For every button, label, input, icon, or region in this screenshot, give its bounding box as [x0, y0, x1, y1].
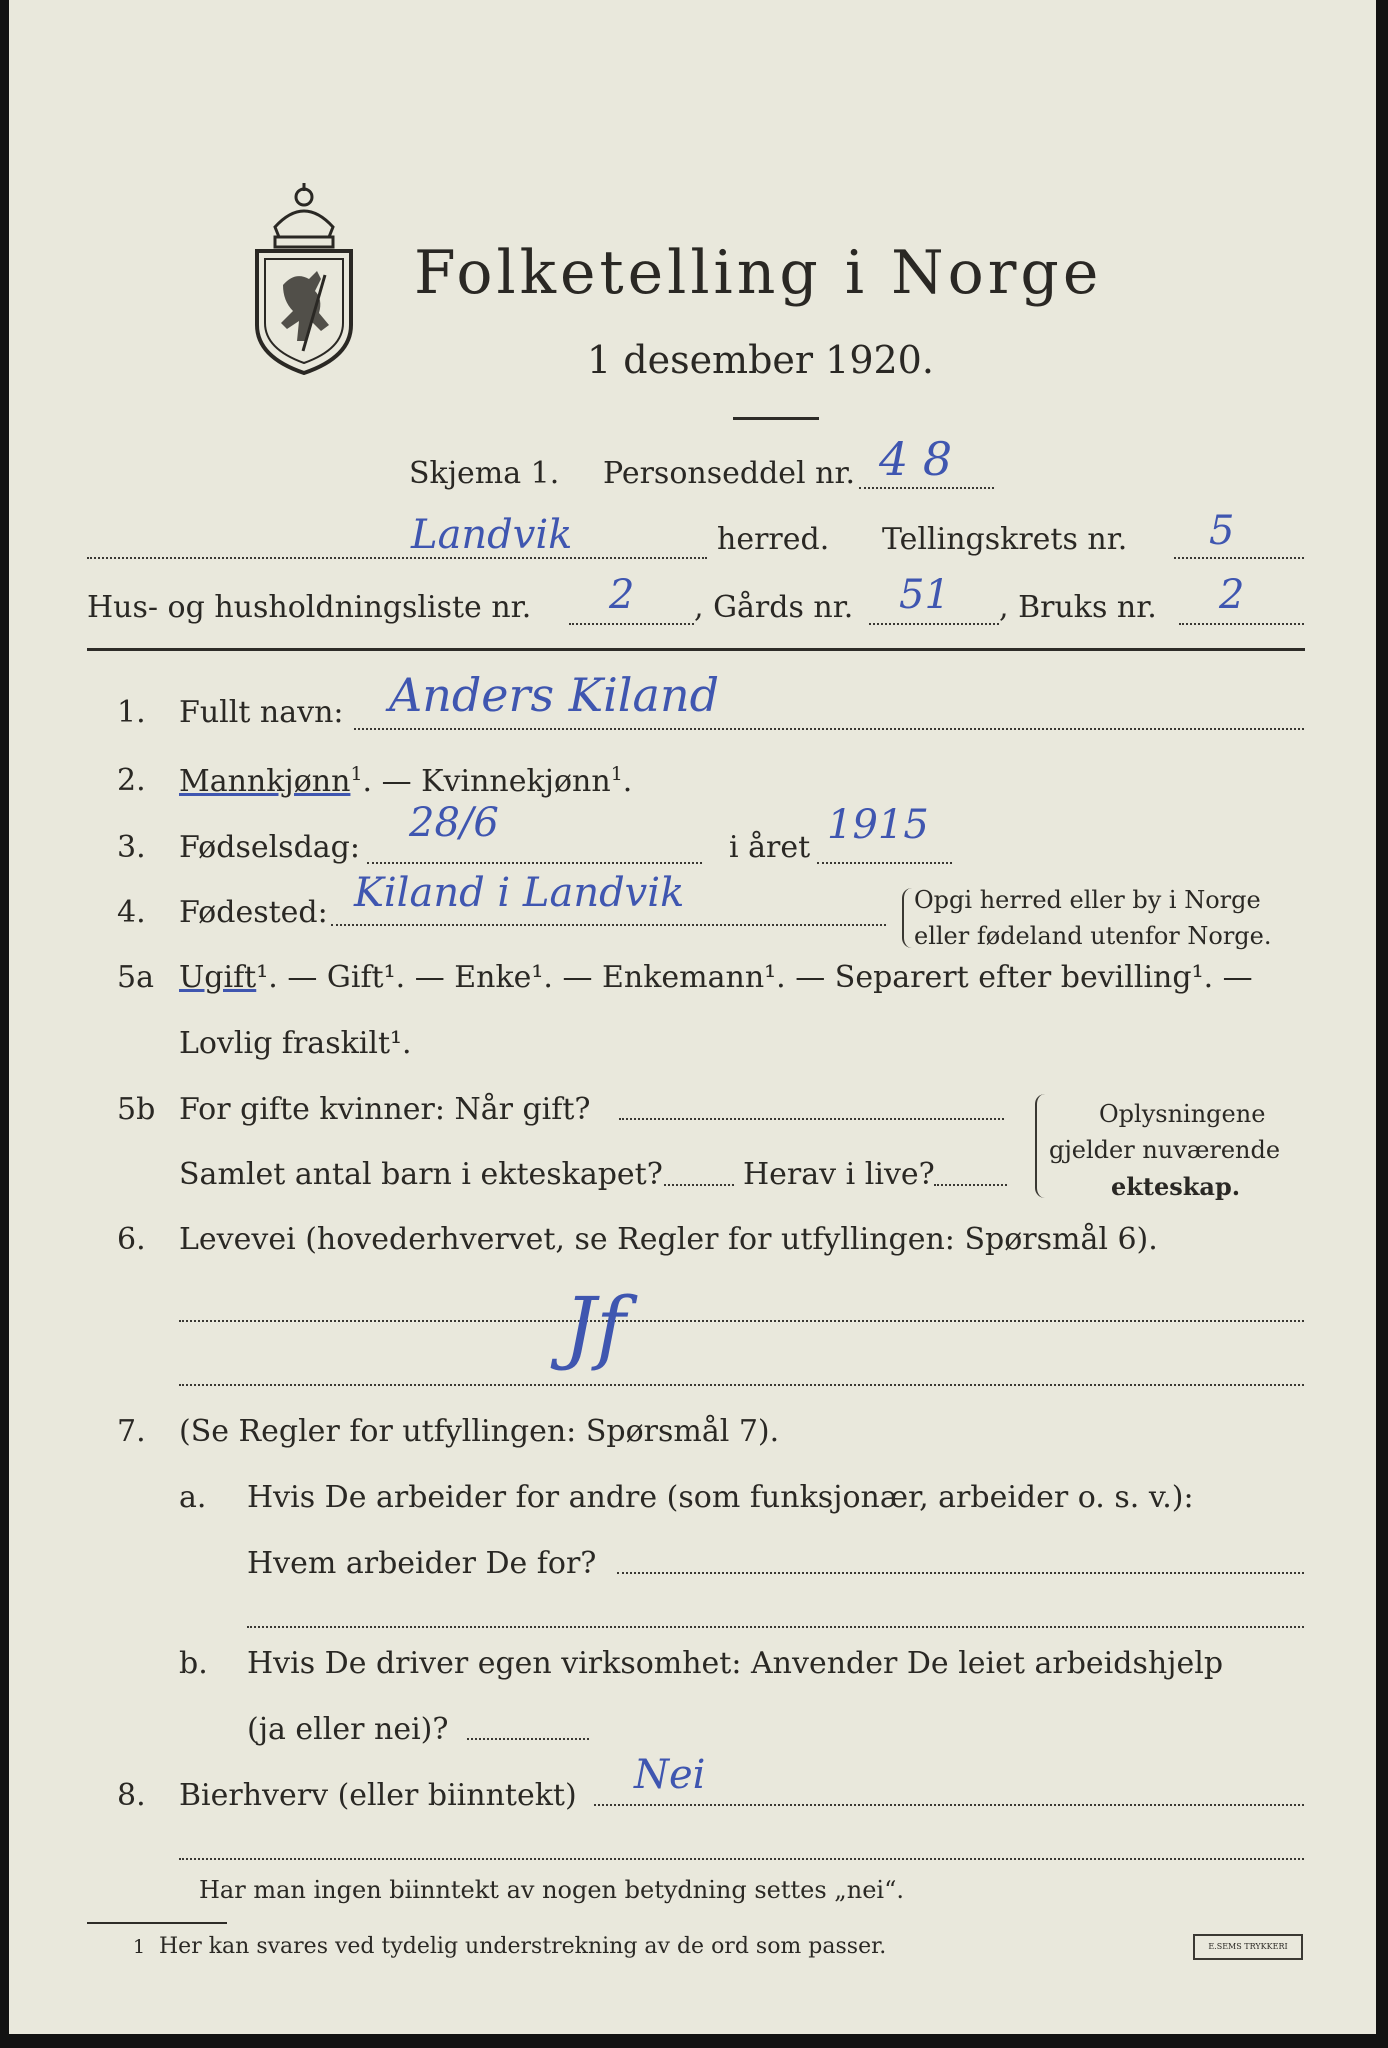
q8-value: Nei: [634, 1752, 706, 1798]
schema-label: Skjema 1.: [409, 456, 560, 491]
husholdning-value: 2: [609, 572, 635, 618]
bruks-label: , Bruks nr.: [999, 590, 1157, 625]
q7b-dots: [467, 1738, 589, 1740]
herred-value: Landvik: [411, 512, 573, 558]
footnote-rule: [87, 1922, 227, 1924]
gards-dots: [869, 623, 999, 625]
no-income-note: Har man ingen biinntekt av nogen betydning settes „nei“.: [199, 1876, 904, 1904]
q6-value: Jf: [564, 1280, 626, 1373]
q4-note-line1: Opgi herred eller by i Norge: [914, 886, 1261, 914]
q5a-other-options: ¹. — Gift¹. — Enke¹. — Enkemann¹. — Separert efter bevilling¹. —: [256, 960, 1253, 995]
q3-year-dots: [817, 862, 952, 864]
q7b-letter: b.: [179, 1646, 208, 1681]
q5b-note-line1: Oplysningene: [1099, 1100, 1266, 1128]
q8-dots-1: [594, 1804, 1304, 1806]
tellingskrets-dots: [1174, 557, 1304, 559]
gards-value: 51: [899, 572, 950, 618]
q3-year-label: i året: [729, 830, 811, 865]
coat-of-arms-icon: [245, 175, 363, 375]
personseddel-label: Personseddel nr.: [603, 456, 856, 491]
herred-dots: [87, 557, 707, 559]
q8-number: 8.: [117, 1778, 146, 1813]
q3-label: Fødselsdag:: [179, 830, 360, 865]
q7b-line2: (ja eller nei)?: [247, 1712, 449, 1747]
q4-dots: [331, 924, 886, 926]
q5a-options: [179, 960, 1253, 995]
q1-dots: [354, 728, 1304, 730]
q4-label: Fødested:: [179, 895, 328, 930]
q5b-note-line3: ekteskap.: [1111, 1172, 1241, 1201]
q6-number: 6.: [117, 1222, 146, 1257]
q3-year-value: 1915: [827, 802, 929, 848]
herred-label: herred.: [717, 522, 830, 557]
q5b-married-dots: [619, 1118, 1004, 1120]
q7b-line1: Hvis De driver egen virksomhet: Anvender De leiet arbeidshjelp: [247, 1646, 1224, 1681]
q2-male-option: Mannkjønn: [179, 764, 351, 799]
q1-label: Fullt navn:: [179, 695, 344, 730]
census-date: 1 desember 1920.: [587, 338, 934, 382]
q5b-children-dots: [664, 1184, 734, 1186]
q4-note-line2: eller fødeland utenfor Norge.: [914, 922, 1272, 950]
q4-value: Kiland i Landvik: [354, 870, 685, 916]
personseddel-value: 4 8: [879, 432, 953, 486]
footnote-number: 1: [133, 1936, 146, 1958]
q4-number: 4.: [117, 895, 146, 930]
q5b-alive-dots: [934, 1184, 1007, 1186]
form-title: Folketelling i Norge: [414, 238, 1103, 308]
q5b-children-label: Samlet antal barn i ekteskapet?: [179, 1157, 663, 1192]
husholdning-dots: [569, 623, 694, 625]
q5b-line1: For gifte kvinner: Når gift?: [179, 1092, 591, 1127]
q5b-number: 5b: [117, 1092, 156, 1127]
q5a-number: 5a: [117, 960, 154, 995]
tellingskrets-label: Tellingskrets nr.: [882, 522, 1128, 557]
printer-mark: E.SEMS TRYKKERI: [1193, 1934, 1303, 1960]
q6-dots-1: [179, 1320, 1304, 1322]
q1-number: 1.: [117, 695, 146, 730]
header-rule: [87, 648, 1305, 651]
q5b-note-brace: [1035, 1094, 1045, 1198]
q5a-ugift-option: Ugift: [179, 960, 257, 995]
q8-label: Bierhverv (eller biinntekt): [179, 1778, 577, 1813]
husholdning-label: Hus- og husholdningsliste nr.: [87, 590, 532, 625]
census-form: [9, 0, 1376, 2034]
q7a-letter: a.: [179, 1480, 207, 1515]
q2-female-option: Kvinnekjønn: [421, 764, 611, 799]
q7a-line1: Hvis De arbeider for andre (som funksjonær, arbeider o. s. v.):: [247, 1480, 1194, 1515]
q6-dots-2: [179, 1384, 1304, 1386]
q7a-line2: Hvem arbeider De for?: [247, 1546, 597, 1581]
q5b-note-line2: gjelder nuværende: [1049, 1136, 1281, 1164]
q2-options: Mannkjønn$^1$. — Kvinnekjønn$^1$.: [179, 763, 633, 799]
q3-number: 3.: [117, 830, 146, 865]
bruks-dots: [1179, 623, 1304, 625]
q8-dots-2: [179, 1858, 1304, 1860]
q7-label: (Se Regler for utfyllingen: Spørsmål 7).: [179, 1414, 780, 1449]
q4-note-brace: [902, 888, 912, 948]
q5a-line2: Lovlig fraskilt¹.: [179, 1026, 412, 1061]
tellingskrets-value: 5: [1209, 508, 1235, 554]
q7a-dots-1: [617, 1572, 1304, 1574]
q3-day-dots: [367, 862, 702, 864]
q6-label: Levevei (hovederhvervet, se Regler for utfyllingen: Spørsmål 6).: [179, 1222, 1158, 1257]
bruks-value: 2: [1219, 572, 1245, 618]
title-divider: [733, 417, 819, 420]
personseddel-dots: [859, 487, 994, 489]
q2-number: 2.: [117, 763, 146, 798]
q5b-alive-label: Herav i live?: [743, 1157, 935, 1192]
q7-number: 7.: [117, 1414, 146, 1449]
gards-label: , Gårds nr.: [694, 590, 854, 625]
q3-day-value: 28/6: [409, 800, 499, 846]
footnote-text: Her kan svares ved tydelig understrekning av de ord som passer.: [159, 1934, 887, 1959]
q1-value: Anders Kiland: [389, 668, 720, 722]
q7a-dots-2: [247, 1626, 1304, 1628]
